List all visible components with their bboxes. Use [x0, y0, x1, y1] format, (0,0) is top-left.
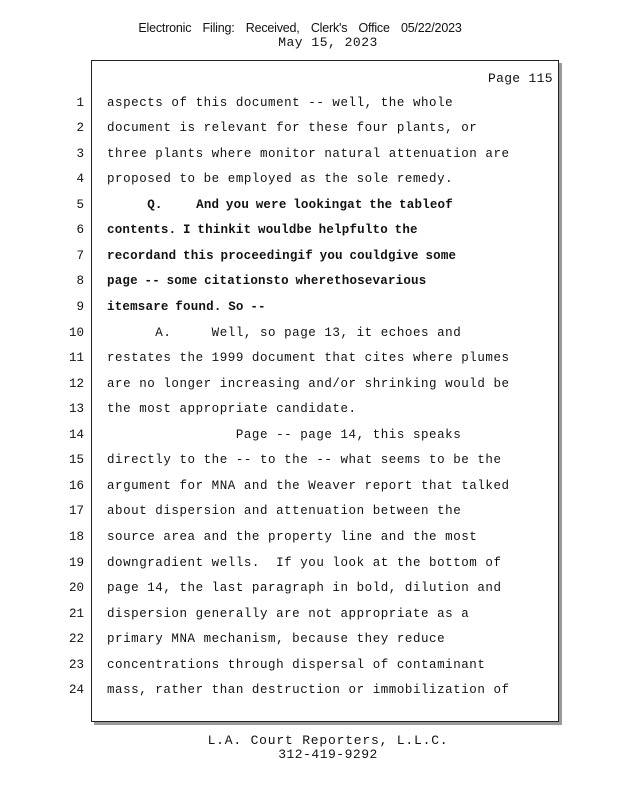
line-number: 15: [68, 453, 84, 467]
line-number: 7: [76, 249, 84, 263]
transcript-line: directly to the -- to the -- what seems to be the: [107, 453, 502, 467]
transcript-line: argument for MNA and the Weaver report that talked: [107, 479, 510, 493]
transcript-line-question: contents. I thinkit wouldbe helpfulto the: [107, 223, 418, 237]
transcript-line: restates the 1999 document that cites where plumes: [107, 351, 510, 365]
transcript-line: about dispersion and attenuation between the: [107, 504, 462, 518]
court-reporter-firm: L.A. Court Reporters, L.L.C.: [207, 733, 449, 748]
transcript-line: the most appropriate candidate.: [107, 402, 357, 416]
court-reporter-phone: 312-419-9292: [278, 747, 378, 762]
line-number: 10: [68, 326, 84, 340]
transcript-line: source area and the property line and the most: [107, 530, 478, 544]
line-number: 5: [76, 198, 84, 212]
line-number: 22: [68, 632, 84, 646]
line-number: 11: [68, 351, 84, 365]
transcript-line: mass, rather than destruction or immobilization of: [107, 683, 510, 697]
line-number: 19: [68, 556, 84, 570]
line-number: 17: [68, 504, 84, 518]
line-number: 2: [76, 121, 84, 135]
transcript-line: document is relevant for these four plants, or: [107, 121, 478, 135]
transcript-line-answer: A. Well, so page 13, it echoes and: [107, 326, 462, 340]
line-number: 24: [68, 683, 84, 697]
transcript-line: Page -- page 14, this speaks: [107, 428, 462, 442]
line-number: 23: [68, 658, 84, 672]
electronic-filing-stamp: Electronic Filing: Received, Clerk's Office 05/22/2023: [138, 21, 462, 35]
deposition-date: May 15, 2023: [278, 35, 378, 50]
line-number: 9: [76, 300, 84, 314]
transcript-line-question: Q. And you were lookingat the tableof: [107, 198, 453, 212]
transcript-line: downgradient wells. If you look at the bottom of: [107, 556, 502, 570]
line-number: 13: [68, 402, 84, 416]
line-number: 14: [68, 428, 84, 442]
page-number: Page 115: [488, 71, 553, 86]
transcript-line: concentrations through dispersal of contaminant: [107, 658, 486, 672]
transcript-line-question: itemsare found. So --: [107, 300, 266, 314]
line-number: 4: [76, 172, 84, 186]
line-number: 12: [68, 377, 84, 391]
line-number: 8: [76, 274, 84, 288]
transcript-line: aspects of this document -- well, the whole: [107, 96, 454, 110]
transcript-line: dispersion generally are not appropriate as a: [107, 607, 470, 621]
transcript-line: proposed to be employed as the sole remedy.: [107, 172, 454, 186]
transcript-line-question: page -- some citationsto wherethosevarious: [107, 274, 427, 288]
transcript-line: page 14, the last paragraph in bold, dilution and: [107, 581, 502, 595]
line-number: 1: [76, 96, 84, 110]
line-number: 6: [76, 223, 84, 237]
transcript-line: are no longer increasing and/or shrinking would be: [107, 377, 510, 391]
line-number: 18: [68, 530, 84, 544]
line-number: 20: [68, 581, 84, 595]
transcript-line-question: recordand this proceedingif you couldgive some: [107, 249, 457, 263]
line-number: 16: [68, 479, 84, 493]
transcript-line: three plants where monitor natural attenuation are: [107, 147, 510, 161]
line-number: 21: [68, 607, 84, 621]
line-number: 3: [76, 147, 84, 161]
transcript-line: primary MNA mechanism, because they reduce: [107, 632, 446, 646]
